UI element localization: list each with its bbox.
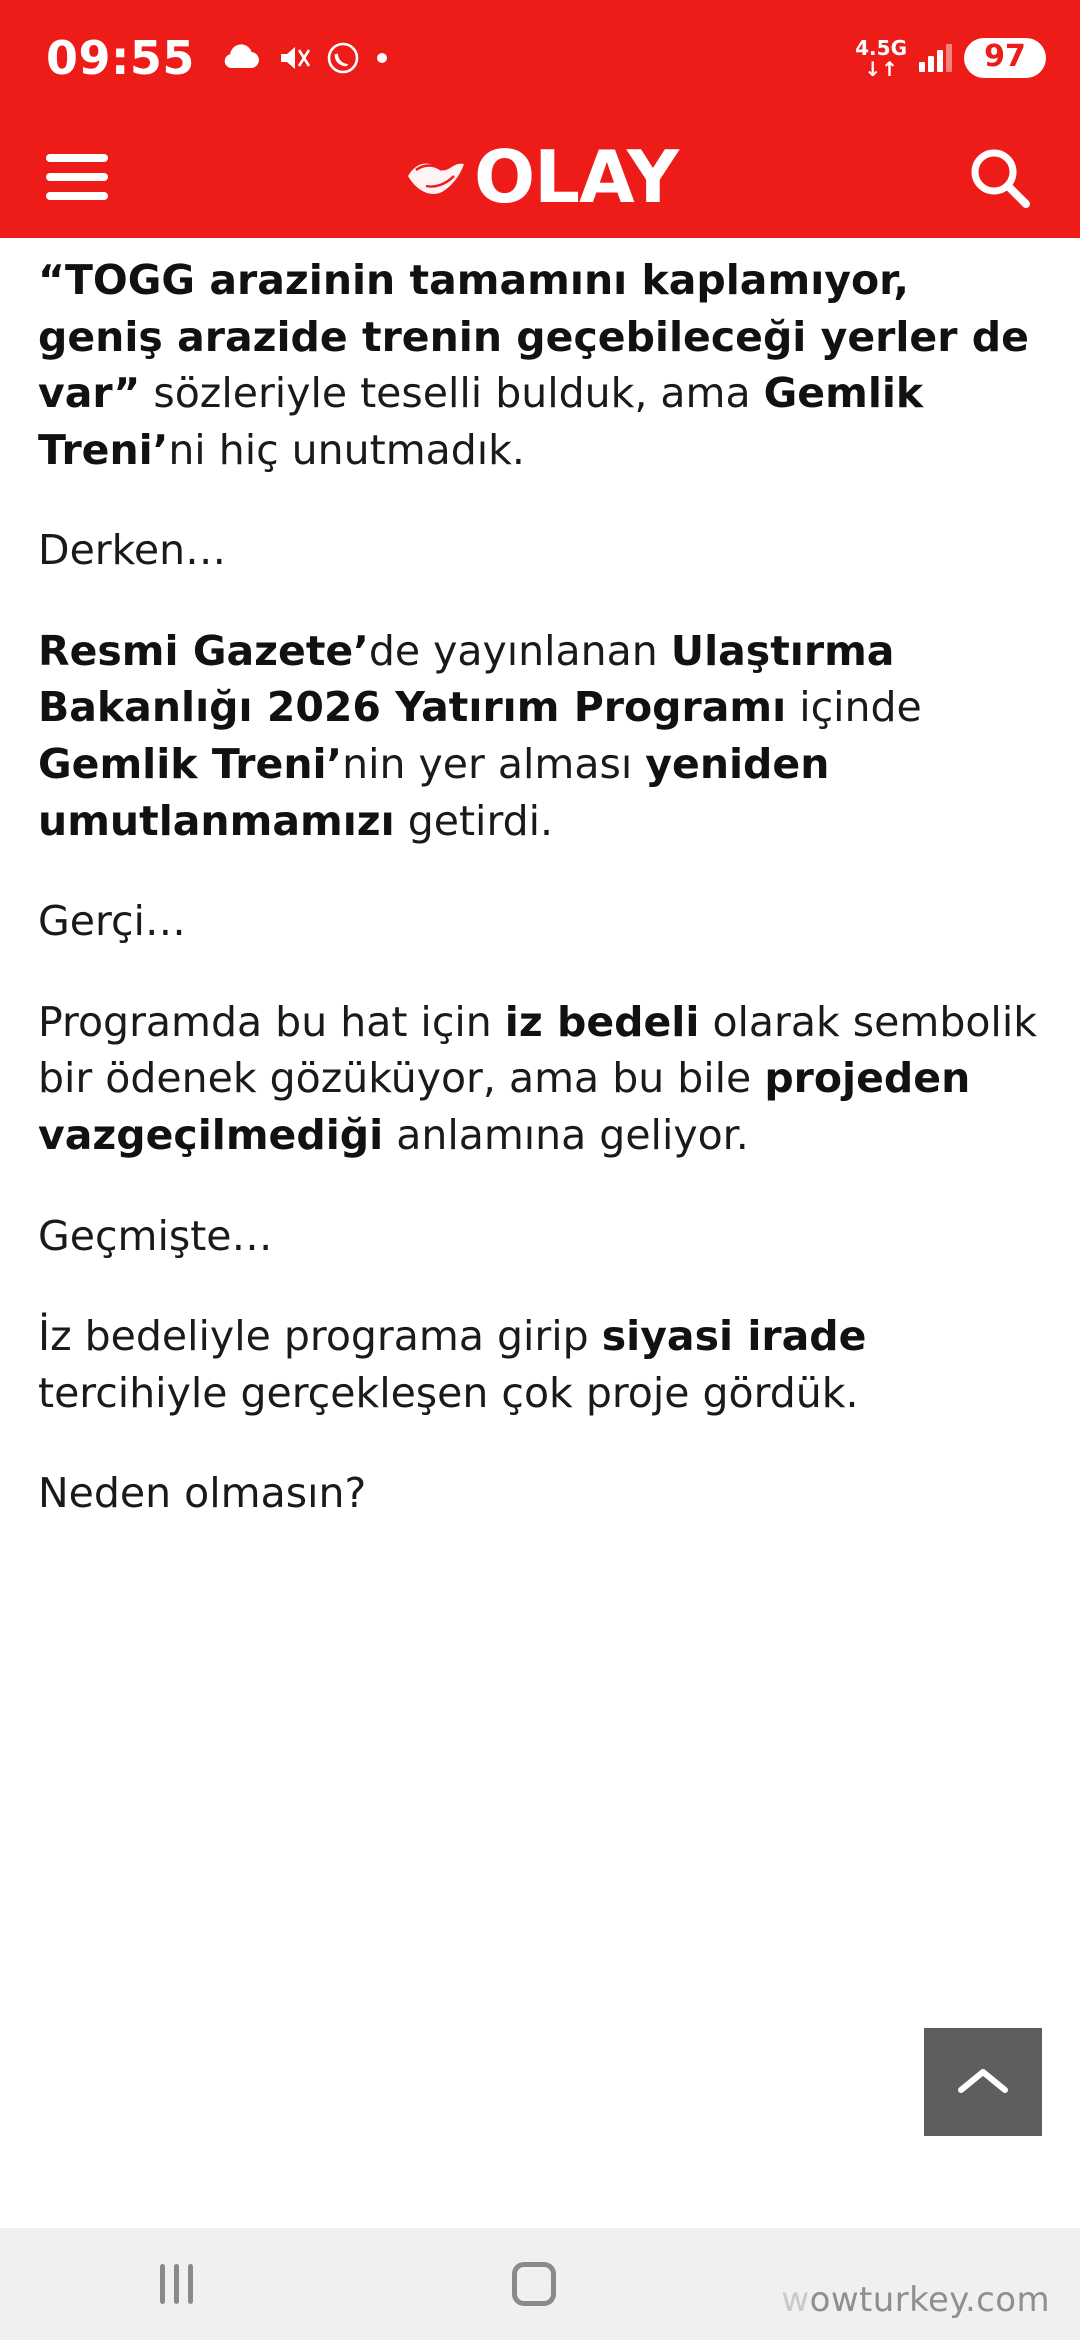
article-paragraph (38, 623, 1042, 849)
article-paragraph (38, 893, 1042, 950)
no-sound-icon (277, 43, 311, 73)
home-button[interactable] (512, 2262, 556, 2306)
article-text: Programda bu hat için (38, 997, 505, 1046)
article-text: Neden olmasın? (38, 1469, 367, 1518)
network-type-indicator (855, 35, 907, 81)
article-text-bold: iz bedeli (504, 997, 700, 1046)
article-paragraph (38, 994, 1042, 1164)
article-text: Gerçi… (38, 897, 186, 946)
battery-badge: 97 (964, 38, 1046, 78)
recent-apps-button[interactable] (160, 2264, 193, 2304)
article-text: tercihiyle gerçekleşen çok proje gördük. (38, 1368, 859, 1417)
article-text-bold: yeniden umutlanmamızı (38, 740, 830, 845)
app-header (0, 116, 1080, 238)
article-content[interactable] (0, 238, 1080, 2228)
article-text: Derken… (38, 526, 227, 575)
article-text: getirdi. (394, 796, 554, 845)
article-text-bold: Gemlik Treni’ (38, 369, 924, 474)
article-text-bold: “TOGG arazinin tamamını kaplamıyor, geniş arazide trenin geçebileceği yerler de var” (38, 256, 1029, 418)
site-logo[interactable] (402, 135, 679, 219)
signal-strength-icon (919, 44, 952, 72)
article-text: İz bedeliyle programa girip (38, 1312, 602, 1361)
scroll-to-top-button[interactable] (924, 2028, 1042, 2136)
article-text-bold: Resmi Gazete’ (38, 626, 369, 675)
cloud-icon (221, 44, 261, 72)
status-notification-icons (221, 42, 389, 74)
chevron-up-icon (955, 2064, 1011, 2100)
article-text: sözleriyle teselli bulduk, ama (140, 369, 764, 418)
status-bar-right (855, 35, 1046, 81)
dot-icon (375, 51, 389, 65)
hamburger-menu-icon[interactable] (46, 154, 108, 200)
article-text: olarak sembolik bir ödenek gözüküyor, ama bu bile (38, 997, 1037, 1103)
article-text: ni hiç unutmadık. (168, 425, 525, 474)
article-text-bold: Ulaştırma Bakanlığı 2026 Yatırım Programı (38, 626, 895, 732)
article-text-bold: siyasi irade (601, 1312, 867, 1361)
article-body (38, 252, 1042, 1522)
watermark-accent: w (781, 2280, 810, 2320)
watermark-text: owturkey.com (809, 2280, 1050, 2320)
article-paragraph (38, 522, 1042, 579)
whatsapp-icon (327, 42, 359, 74)
article-text: de yayınlanan (368, 626, 671, 675)
article-paragraph (38, 1208, 1042, 1265)
article-text-bold: Gemlik Treni’ (38, 740, 343, 789)
article-text: nin yer alması (342, 740, 646, 789)
article-text-bold: projeden vazgeçilmediği (38, 1054, 971, 1159)
article-text: içinde (786, 683, 922, 732)
article-text: anlamına geliyor. (383, 1110, 749, 1159)
article-paragraph (38, 1308, 1042, 1421)
watermark (773, 2278, 1058, 2322)
status-bar (0, 0, 1080, 116)
article-text: Geçmişte… (38, 1211, 273, 1260)
network-arrows-icon: ↓↑ (864, 56, 898, 81)
network-type-label: 4.5G (855, 35, 907, 60)
status-bar-left (46, 31, 389, 85)
brand-text: OLAY (473, 135, 679, 219)
status-clock: 09:55 (46, 31, 195, 85)
globe-icon (402, 146, 480, 208)
article-paragraph (38, 1465, 1042, 1522)
article-paragraph (38, 252, 1042, 478)
system-nav-bar (0, 2228, 1080, 2340)
search-icon[interactable] (964, 142, 1034, 212)
